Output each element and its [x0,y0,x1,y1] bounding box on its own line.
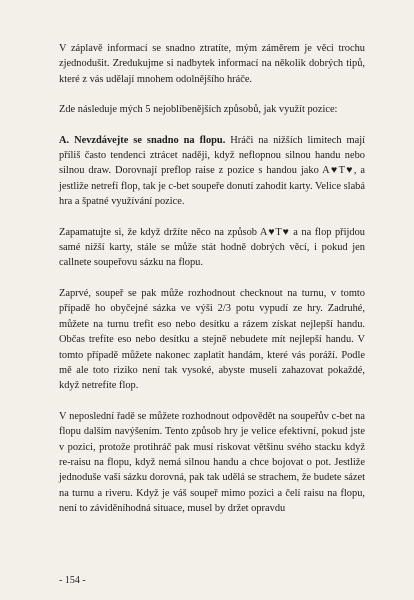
tip-a-text: Hráči na nižších limitech mají příliš často tendenci ztrácet naději, když neflopnou silnou handu nebo silnou draw. Dorovnají preflop raise z pozice s handou jako A♥T♥, a jestliže netrefí flop, tak je c-bet soupeře donutí zahodit karty. Velice slabá hra a špatné využívání pozice. [59,134,365,208]
paragraph-last-text: V neposlední řadě se můžete rozhodnout odpovědět na soupeřův c-bet na flopu dalším navýšením. Tento způsob hry je velice efektivní, pokud jste v pozici, protože protihráč pak musí riskovat většinu svého stacku když re-raisu na flopu, když nemá silnou handu a chce bojovat o pot. Jestliže jednoduše vaši sázku dorovná, pak tak udělá se strachem, že budete sázet na turnu a riveru. Když je váš soupeř mimo pozici a čelí raisu na flopu, není to záviděníhodná situace, musel by držet opravdu [59,410,365,515]
paragraph-list-intro [59,102,365,117]
page-body-text [59,41,365,531]
paragraph-last [59,409,365,517]
page-number: - 154 - [59,575,86,586]
paragraph-first-second-text: Zaprvé, soupeř se pak může rozhodnout checknout na turnu, v tomto případě ho obyčejné sázka ve výši 2/3 potu vypudí ze hry. Zadruhé, můžete na turnu trefit eso nebo desítku a rázem získat nejlepší handu. Občas trefíte eso nebo desítku a stejně nebudete mít nejlepší handu. V tomto případě můžete nakonec zaplatit handám, které vás poráží. Podle mě ale toto riziko není tak vysoké, abyste museli zahazovat pokaždé, když netrefíte flop. [59,287,365,392]
tip-a-heading: A. Nevzdávejte se snadno na flopu. [59,134,226,146]
paragraph-remember [59,225,365,271]
paragraph-list-intro-text: Zde následuje mých 5 nejoblíbenějších způsobů, jak využít pozice: [59,104,338,116]
paragraph-first-second [59,286,365,394]
paragraph-remember-text: Zapamatujte si, že když držíte něco na způsob A♥T♥ a na flop přijdou samé nižší karty, stále se může stát hodně dobrých věcí, i pokud jen callnete soupeřovu sázku na flopu. [59,226,365,269]
paragraph-intro [59,41,365,87]
paragraph-intro-text: V záplavě informací se snadno ztratíte, mým záměrem je věci trochu zjednodušit. Zredukujme si nadbytek informací na několik dobrých tipů, které z vás udělají mnohem odolnějšího hráče. [59,43,365,85]
paragraph-tip-a [59,133,365,210]
